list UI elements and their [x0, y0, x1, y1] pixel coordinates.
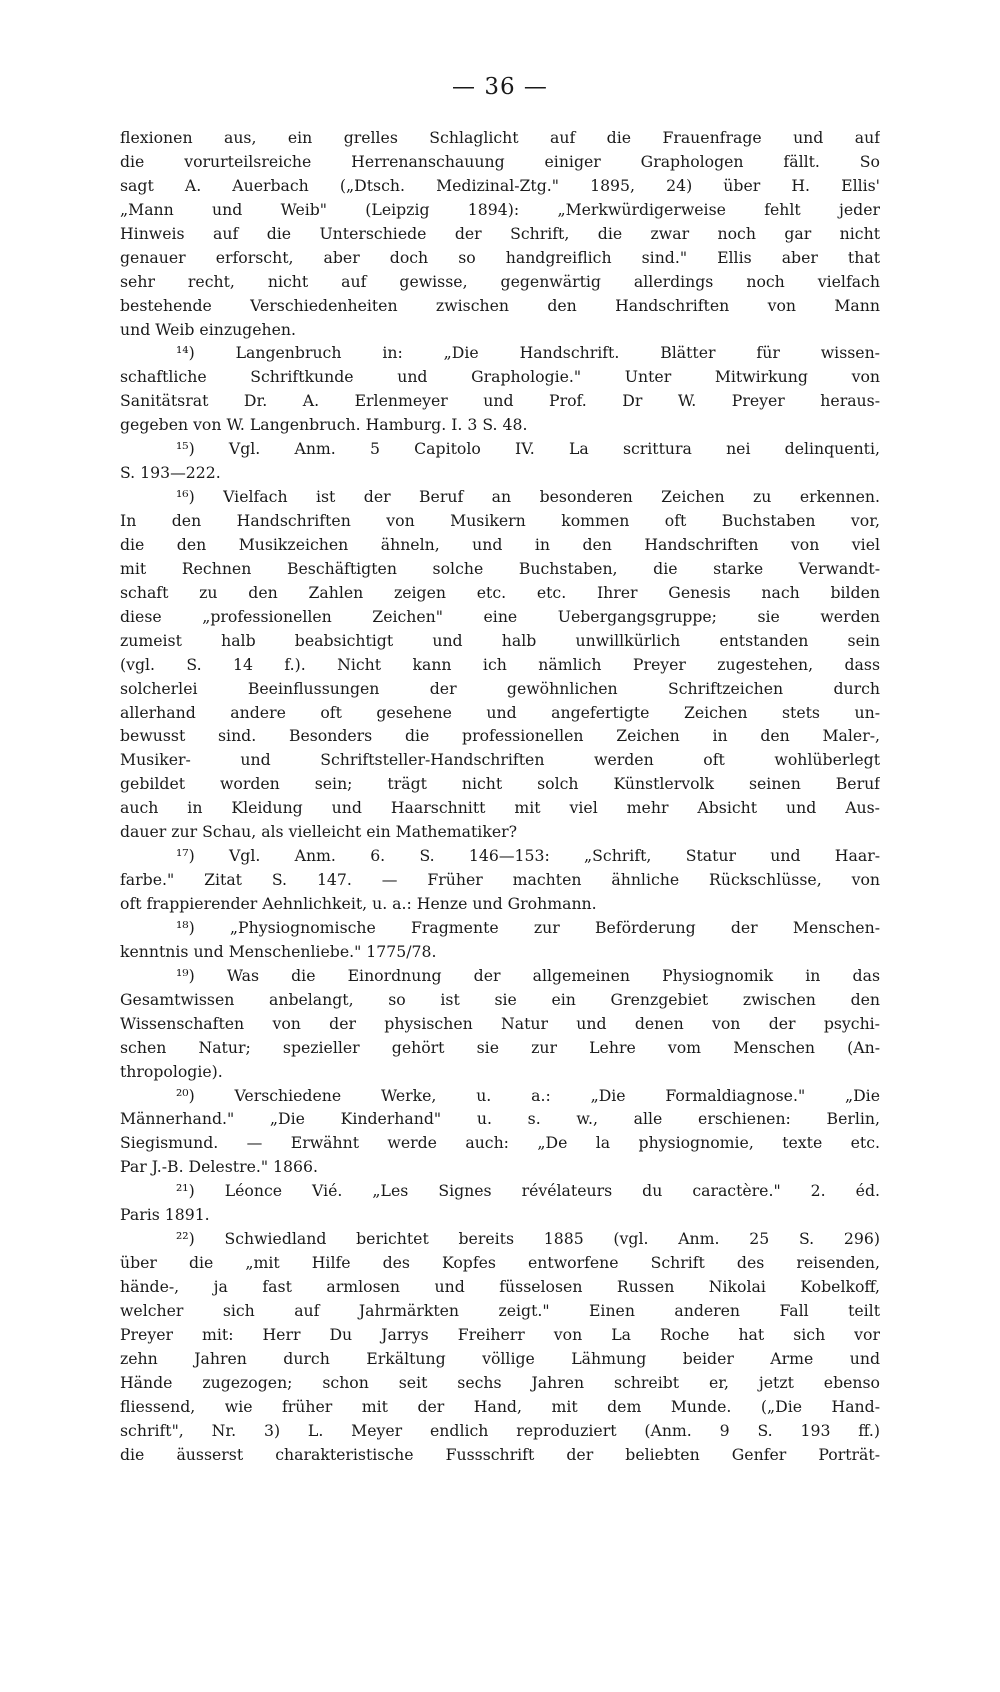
text-line: genauer erforscht, aber doch so handgreiflich sind." Ellis aber that: [120, 247, 880, 267]
text-line: ¹⁹) Was die Einordnung der allgemeinen Physiognomik in das: [176, 965, 880, 985]
text-line: (vgl. S. 14 f.). Nicht kann ich nämlich Preyer zugestehen, dass: [120, 654, 880, 674]
text-line: thropologie).: [120, 1061, 223, 1081]
text-line: welcher sich auf Jahrmärkten zeigt." Einen anderen Fall teilt: [120, 1300, 880, 1320]
text-line: Par J.-B. Delestre." 1866.: [120, 1157, 318, 1177]
text-line: und Weib einzugehen.: [120, 319, 296, 339]
text-line: dauer zur Schau, als vielleicht ein Mathematiker?: [120, 822, 518, 842]
text-line: allerhand andere oft gesehene und angefertigte Zeichen stets un-: [120, 702, 880, 722]
text-line: kenntnis und Menschenliebe." 1775/78.: [120, 941, 437, 961]
text-line: ¹⁸) „Physiognomische Fragmente zur Beförderung der Menschen-: [176, 917, 880, 937]
text-line: Siegismund. — Erwähnt werde auch: „De la physiognomie, texte etc.: [120, 1133, 880, 1153]
text-line: schaft zu den Zahlen zeigen etc. etc. Ihrer Genesis nach bilden: [120, 582, 880, 602]
text-line: Gesamtwissen anbelangt, so ist sie ein Grenzgebiet zwischen den: [120, 989, 880, 1009]
text-line: ²¹) Léonce Vié. „Les Signes révélateurs du caractère." 2. éd.: [176, 1181, 880, 1201]
text-line: flexionen aus, ein grelles Schlaglicht auf die Frauenfrage und auf: [120, 128, 880, 147]
text-line: ¹⁴) Langenbruch in: „Die Handschrift. Blätter für wissen-: [176, 343, 880, 363]
text-line: sagt A. Auerbach („Dtsch. Medizinal-Ztg." 1895, 24) über H. Ellis': [120, 175, 880, 195]
text-line: Hinweis auf die Unterschiede der Schrift, die zwar noch gar nicht: [120, 223, 880, 243]
text-line: die vorurteilsreiche Herrenanschauung einiger Graphologen fällt. So: [120, 151, 880, 171]
text-line: Sanitätsrat Dr. A. Erlenmeyer und Prof. Dr W. Preyer heraus-: [120, 391, 880, 411]
text-line: S. 193—222.: [120, 463, 221, 483]
text-line: solcherlei Beeinflussungen der gewöhnlichen Schriftzeichen durch: [120, 678, 880, 698]
page-number: — 36 —: [452, 74, 548, 100]
text-line: die den Musikzeichen ähneln, und in den Handschriften von viel: [120, 534, 880, 554]
text-line: Musiker- und Schriftsteller-Handschriften werden oft wohlüberlegt: [120, 750, 880, 770]
text-line: auch in Kleidung und Haarschnitt mit viel mehr Absicht und Aus-: [120, 798, 880, 818]
text-line: In den Handschriften von Musikern kommen oft Buchstaben vor,: [120, 511, 880, 530]
text-line: sehr recht, nicht auf gewisse, gegenwärtig allerdings noch vielfach: [120, 271, 880, 291]
text-line: die äusserst charakteristische Fussschrift der beliebten Genfer Porträt-: [120, 1444, 880, 1464]
text-line: schrift", Nr. 3) L. Meyer endlich reproduziert (Anm. 9 S. 193 ff.): [120, 1420, 880, 1440]
book-page: [120, 0, 880, 1692]
text-line: ¹⁷) Vgl. Anm. 6. S. 146—153: „Schrift, Statur und Haar-: [176, 846, 880, 866]
text-line: Wissenschaften von der physischen Natur und denen von der psychi-: [120, 1013, 880, 1033]
text-line: Paris 1891.: [120, 1205, 210, 1225]
text-line: ¹⁵) Vgl. Anm. 5 Capitolo IV. La scrittura nei delinquenti,: [176, 439, 880, 459]
text-line: schaftliche Schriftkunde und Graphologie." Unter Mitwirkung von: [120, 367, 880, 387]
text-line: gebildet worden sein; trägt nicht solch Künstlervolk seinen Beruf: [120, 774, 880, 794]
text-line: farbe." Zitat S. 147. — Früher machten ähnliche Rückschlüsse, von: [120, 870, 880, 890]
text-line: schen Natur; spezieller gehört sie zur Lehre vom Menschen (An-: [120, 1037, 880, 1057]
text-line: bewusst sind. Besonders die professionellen Zeichen in den Maler-,: [120, 726, 880, 746]
text-line: über die „mit Hilfe des Kopfes entworfene Schrift des reisenden,: [120, 1253, 880, 1273]
text-line: mit Rechnen Beschäftigten solche Buchstaben, die starke Verwandt-: [120, 558, 880, 578]
text-line: gegeben von W. Langenbruch. Hamburg. I. 3 S. 48.: [120, 415, 528, 435]
footnotes-text: [120, 126, 880, 1467]
text-line: fliessend, wie früher mit der Hand, mit dem Munde. („Die Hand-: [120, 1396, 880, 1416]
text-line: ¹⁶) Vielfach ist der Beruf an besonderen Zeichen zu erkennen.: [176, 487, 880, 507]
text-line: zehn Jahren durch Erkältung völlige Lähmung beider Arme und: [120, 1348, 880, 1368]
text-line: diese „professionellen Zeichen" eine Uebergangsgruppe; sie werden: [120, 606, 880, 626]
text-line: Hände zugezogen; schon seit sechs Jahren schreibt er, jetzt ebenso: [120, 1372, 880, 1392]
text-line: bestehende Verschiedenheiten zwischen den Handschriften von Mann: [120, 295, 880, 315]
text-line: hände-, ja fast armlosen und füsselosen Russen Nikolai Kobelkoff,: [120, 1277, 880, 1296]
text-line: ²²) Schwiedland berichtet bereits 1885 (vgl. Anm. 25 S. 296): [176, 1229, 880, 1249]
text-line: Preyer mit: Herr Du Jarrys Freiherr von La Roche hat sich vor: [120, 1324, 880, 1344]
text-line: ²⁰) Verschiedene Werke, u. a.: „Die Formaldiagnose." „Die: [176, 1085, 880, 1105]
text-line: zumeist halb beabsichtigt und halb unwillkürlich entstanden sein: [120, 630, 880, 650]
text-line: oft frappierender Aehnlichkeit, u. a.: Henze und Grohmann.: [120, 894, 597, 913]
text-line: Männerhand." „Die Kinderhand" u. s. w., alle erschienen: Berlin,: [120, 1109, 880, 1129]
text-line: „Mann und Weib" (Leipzig 1894): „Merkwürdigerweise fehlt jeder: [120, 199, 880, 219]
